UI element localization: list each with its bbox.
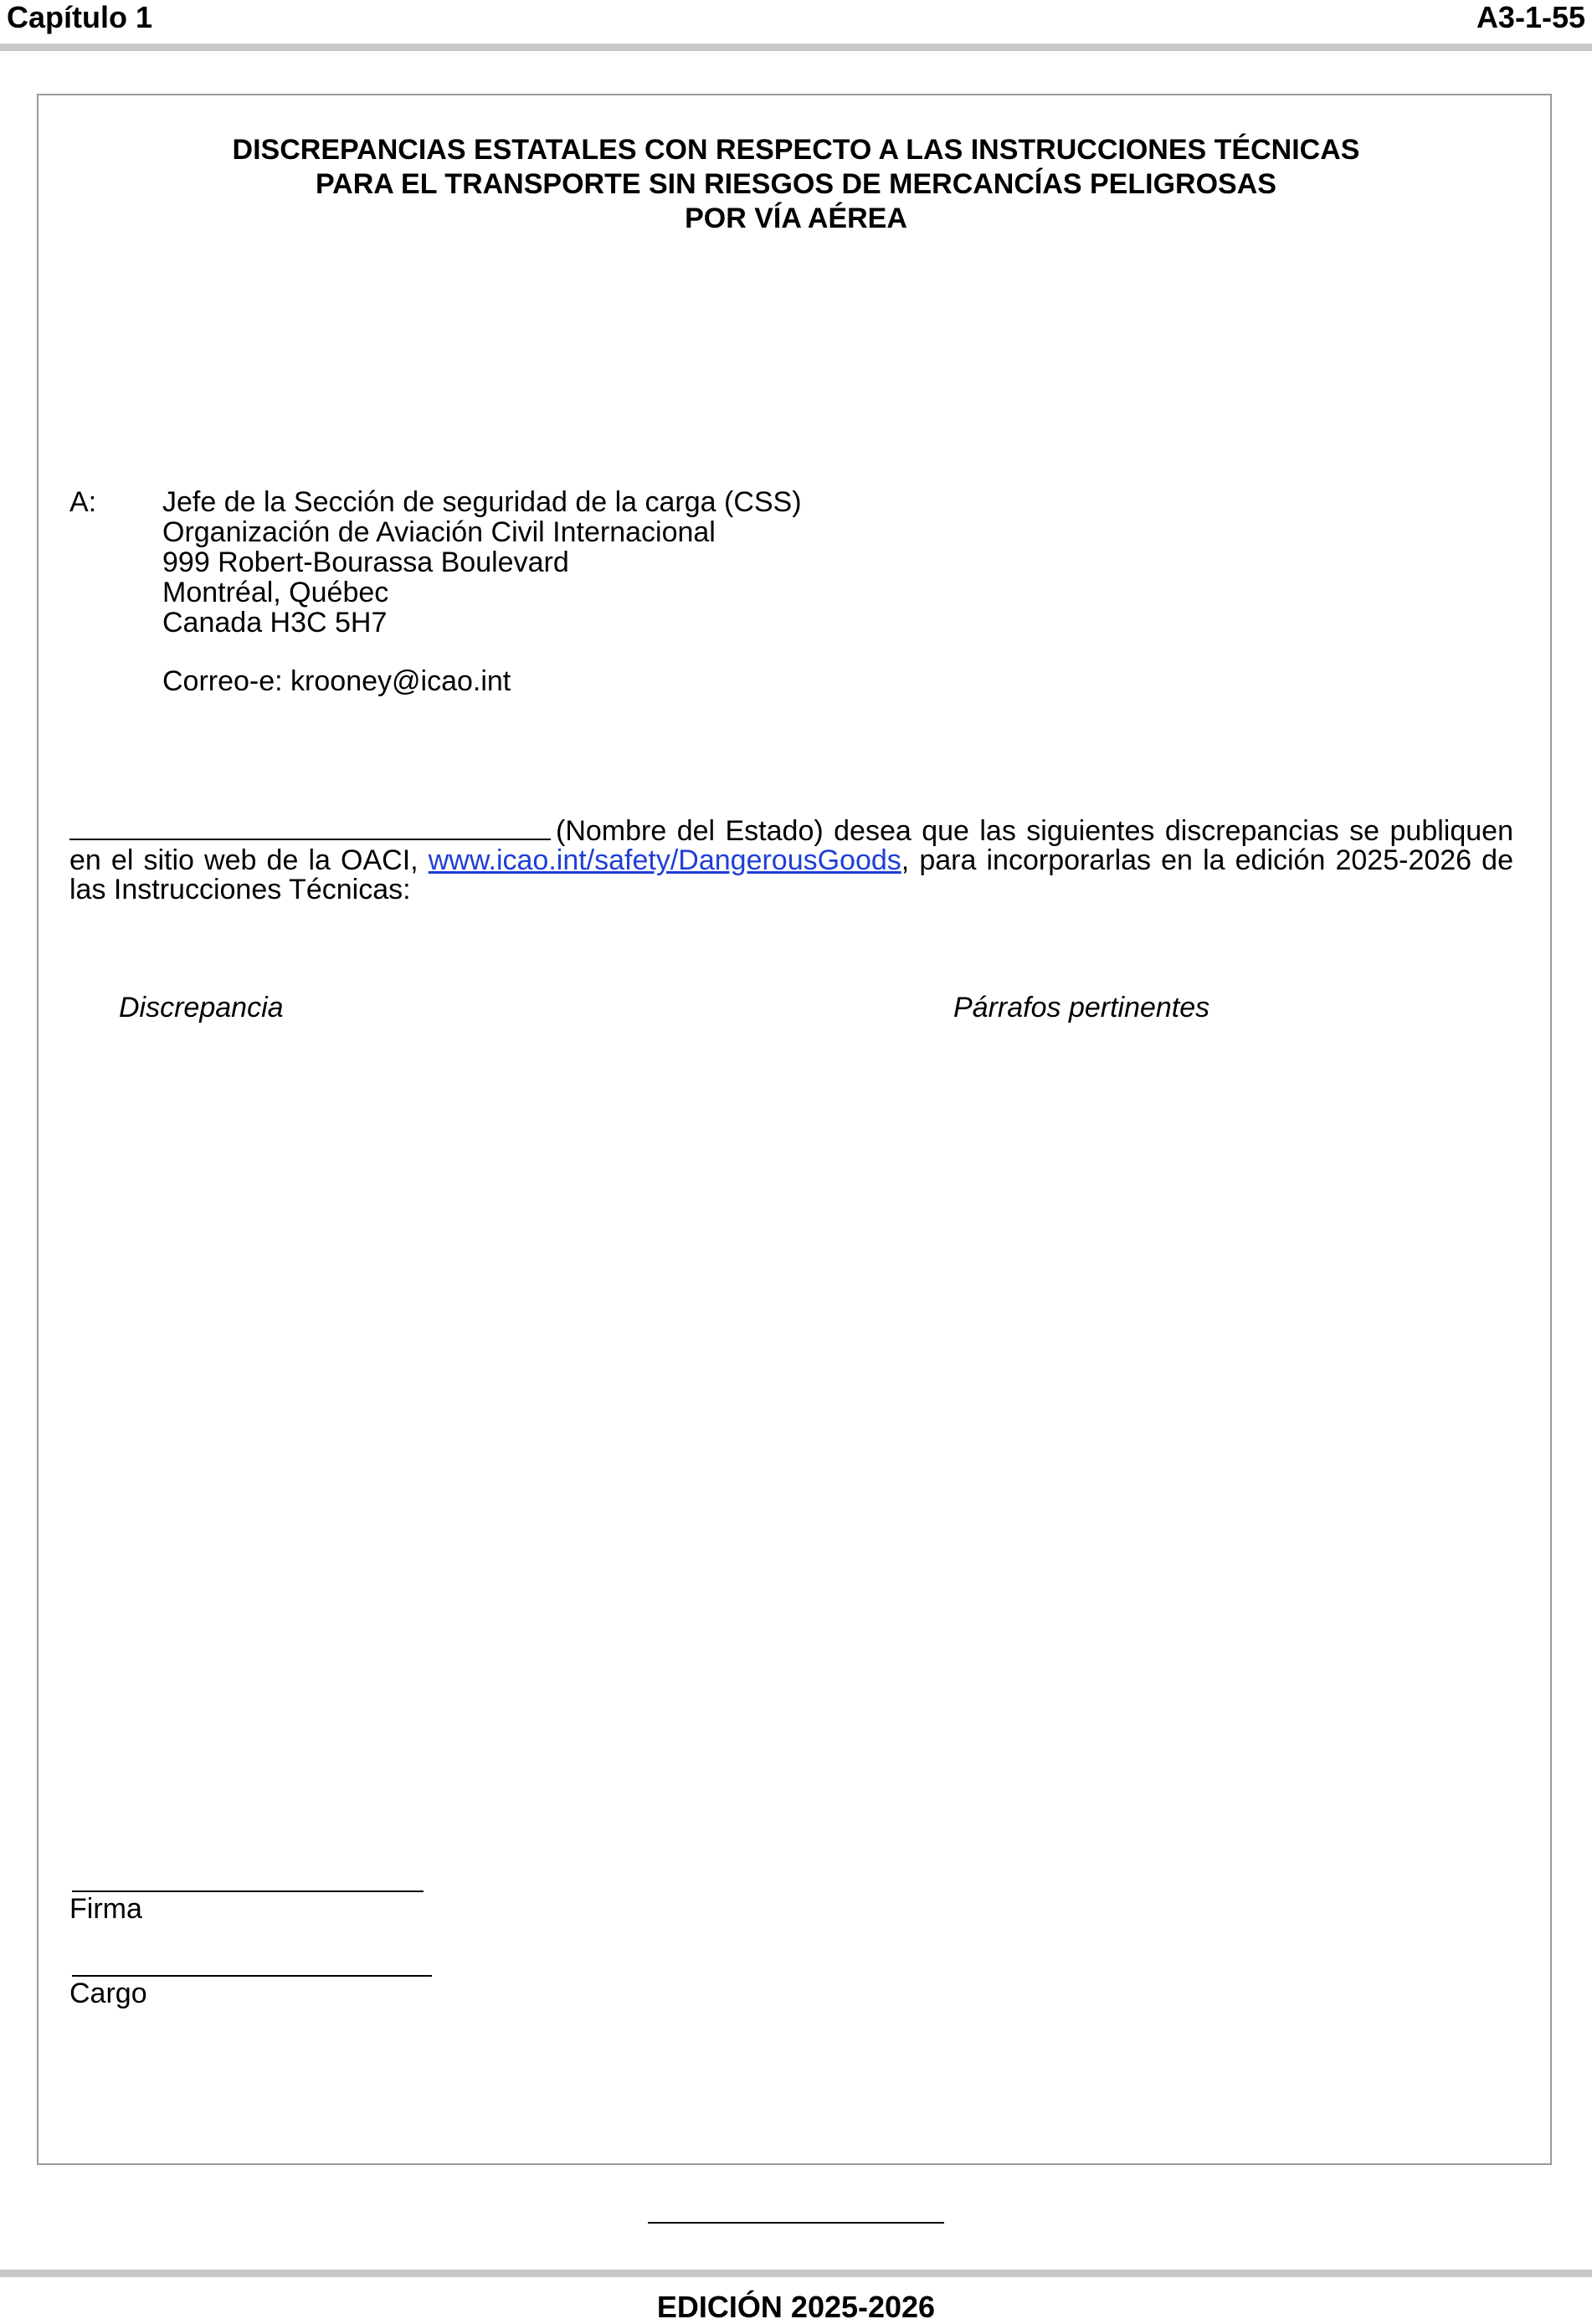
contact-email: Correo-e: krooney@icao.int: [162, 665, 511, 697]
footer-divider-short: [648, 2222, 944, 2224]
footer-divider: [0, 2270, 1592, 2277]
statement-paragraph: [69, 813, 1513, 905]
page-number: A3-1-55: [1476, 0, 1585, 34]
form-frame: [37, 94, 1552, 2165]
title-line-1: DISCREPANCIAS ESTATALES CON RESPECTO A LAS INSTRUCCIONES TÉCNICAS: [232, 134, 1360, 166]
signature-label: Firma: [69, 1893, 142, 1925]
address-line: Jefe de la Sección de seguridad de la carga (CSS): [162, 486, 802, 518]
paragraphs-column-heading: Párrafos pertinentes: [953, 992, 1210, 1023]
form-title: [0, 133, 1592, 236]
position-label: Cargo: [69, 1978, 147, 2009]
address-line: Organización de Aviación Civil Internacional: [162, 516, 716, 548]
icao-website-link[interactable]: www.icao.int/safety/DangerousGoods: [428, 844, 901, 876]
signature-line[interactable]: [72, 1890, 424, 1892]
chapter-label: Capítulo 1: [7, 0, 153, 34]
state-name-blank[interactable]: [69, 813, 551, 840]
address-line: Canada H3C 5H7: [162, 607, 388, 639]
recipient-address: [162, 487, 802, 638]
statement-text-1: (Nombre del Estado) desea que las siguientes discrepancias se publiquen en el sitio web de la OACI,: [69, 815, 1513, 876]
header-divider: [0, 44, 1592, 51]
title-line-2: PARA EL TRANSPORTE SIN RIESGOS DE MERCANCÍAS PELIGROSAS: [316, 168, 1276, 200]
position-line[interactable]: [72, 1975, 432, 1977]
address-line: Montréal, Québec: [162, 577, 389, 608]
recipient-label: A:: [69, 486, 97, 518]
title-line-3: POR VÍA AÉREA: [685, 203, 907, 234]
discrepancy-column-heading: Discrepancia: [119, 992, 284, 1023]
edition-label: EDICIÓN 2025-2026: [656, 2290, 936, 2324]
address-line: 999 Robert-Bourassa Boulevard: [162, 546, 569, 578]
statement-text-2: , para incorporarlas en la edición 2025-2026 de las Instrucciones Técnicas:: [69, 844, 1514, 905]
